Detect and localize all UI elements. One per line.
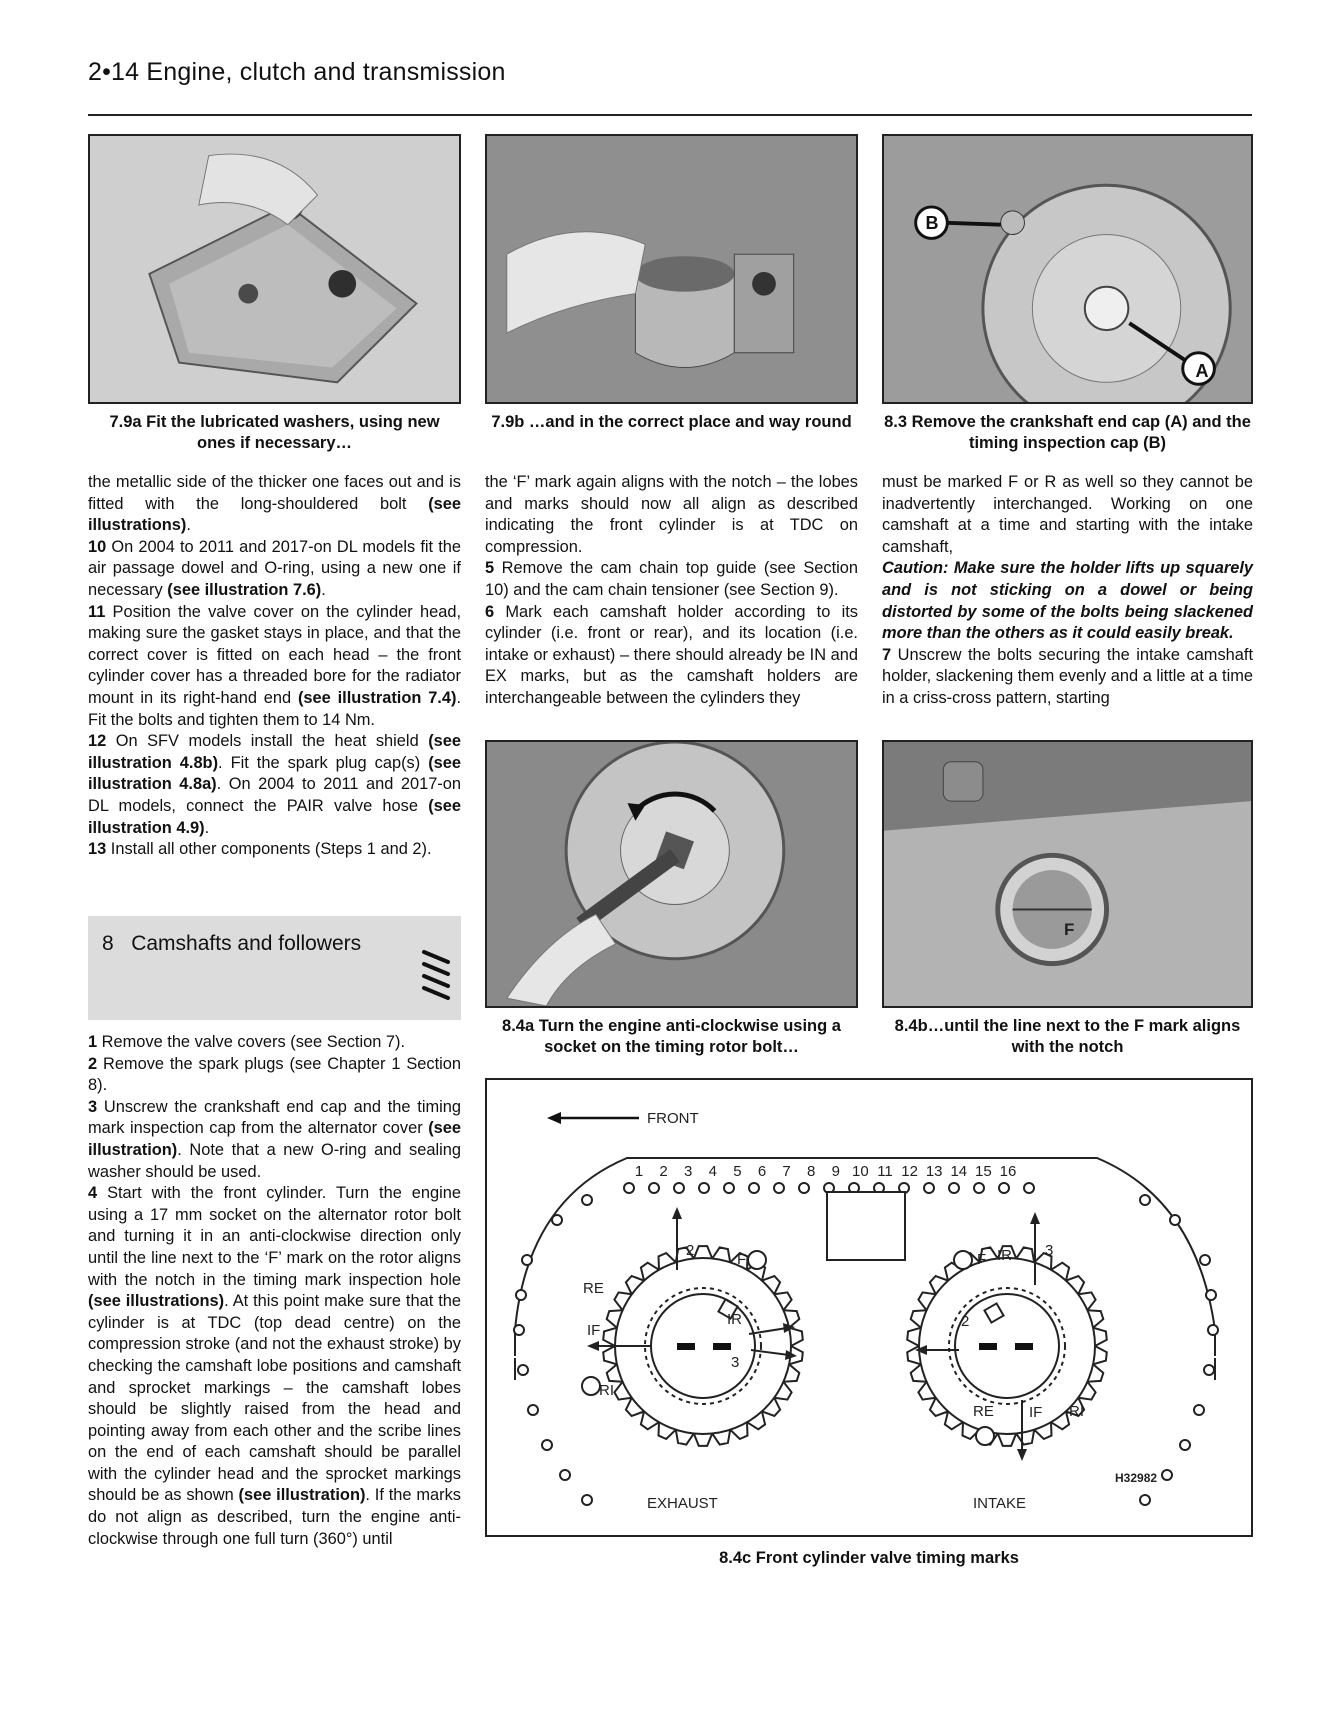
column-1-top: the metallic side of the thicker one faces out and is fitted with the long-shouldered bolt (see illustrations). 10 On 2004 to 2011 and 2017-on DL models fit the air passage dowel and O-ring, using a new one if necessary (see illustration 7.6). 11 Position the valve cover on the cylinder head, making sure the gasket stays in place, and that the correct cover is fitted on each head – the front cylinder cover has a threaded bore for the radiator mount in its right-hand end (see illustration 7.4). Fit the bolts and tighten them to 14 Nm. 12 On SFV models install the heat shield (see illustration 4.8b). Fit the spark plug cap(s) (see illustration 4.8a). On 2004 to 2011 and 2017-on DL models, connect the PAIR valve hose (see illustration 4.9). 13 Install all other components (Steps 1 and 2). — [88, 473, 462, 859]
chain-number: 2 — [659, 1163, 668, 1180]
chain-link — [1024, 1183, 1034, 1193]
wrench-difficulty-icon — [418, 944, 454, 1010]
caption-7-9b: 7.9b …and in the correct place and way round — [491, 413, 852, 431]
intake-camshaft-end — [955, 1294, 1059, 1398]
chain-link — [699, 1183, 709, 1193]
chain-number: 4 — [708, 1163, 717, 1180]
chain-number: 13 — [925, 1163, 943, 1180]
chain-link — [674, 1183, 684, 1193]
svg-text:2: 2 — [686, 1242, 695, 1259]
chain-link — [1170, 1215, 1180, 1225]
chain-link — [1140, 1495, 1150, 1505]
photo-8-4b — [882, 740, 1253, 1008]
svg-text:IF: IF — [1029, 1404, 1043, 1421]
chain-number: 9 — [831, 1163, 840, 1180]
chain-link — [1206, 1290, 1216, 1300]
svg-text:3: 3 — [1045, 1242, 1054, 1259]
section-title: 8 Camshafts and followers — [102, 932, 362, 955]
photo-7-9a — [88, 134, 461, 404]
chain-number: 3 — [684, 1163, 693, 1180]
ref-code: H32982 — [1115, 1471, 1158, 1485]
svg-text:F: F — [737, 1251, 747, 1268]
exhaust-label: EXHAUST — [647, 1495, 718, 1512]
chain-link — [1180, 1440, 1190, 1450]
label-f: F — [1064, 920, 1075, 939]
chain-link — [749, 1183, 759, 1193]
label-b: B — [925, 213, 939, 233]
chain-number: 7 — [782, 1163, 791, 1180]
caution-note: Caution: Make sure the holder lifts up squarely and is not sticking on a dowel or being distorted by some of the bolts being slackened more than the others as it could easily break. — [882, 559, 1253, 643]
chain-link — [949, 1183, 959, 1193]
intake-label: INTAKE — [973, 1495, 1027, 1512]
photo-8-3 — [882, 134, 1253, 404]
chain-link — [518, 1365, 528, 1375]
chain-number: 12 — [901, 1163, 918, 1180]
front-label: FRONT — [647, 1110, 699, 1127]
svg-text:IR: IR — [727, 1311, 742, 1328]
chain-link — [1200, 1255, 1210, 1265]
chain-link — [516, 1290, 526, 1300]
svg-text:2: 2 — [961, 1313, 970, 1330]
svg-text:RE: RE — [973, 1403, 994, 1420]
chain-link — [774, 1183, 784, 1193]
photo-8-4a — [485, 740, 858, 1008]
chain-number: 5 — [733, 1163, 742, 1180]
svg-text:RI: RI — [599, 1382, 614, 1399]
column-3: must be marked F or R as well so they cannot be inadvertently interchanged. Working on one camshaft at a time and starting with the intake camshaft, Caution: Make sure the holder lifts up squarely and is not sticking on a dowel or being distorted by some of the bolts being slackened more than the others as it could easily break. 7 Unscrew the bolts securing the intake camshaft holder, slackening them evenly and a little at a time in a criss-cross pattern, starting — [882, 473, 1253, 707]
chain-link — [552, 1215, 562, 1225]
chain-link — [528, 1405, 538, 1415]
caption-7-9a: 7.9a Fit the lubricated washers, using new ones if necessary… — [109, 413, 440, 452]
chain-number: 14 — [950, 1163, 968, 1180]
chain-link — [1140, 1195, 1150, 1205]
column-2: the ‘F’ mark again aligns with the notch – the lobes and marks should now all align as described indicating the front cylinder is at TDC on compression. 5 Remove the cam chain top guide (see Section 10) and the cam chain tensioner (see Section 9). 6 Mark each camshaft holder according to its cylinder (i.e. front or rear), and its location (i.e. intake or exhaust) – there should already be IN and EX marks, but as the camshaft holders are interchangeable between the cylinders they — [485, 473, 858, 707]
chain-link — [1204, 1365, 1214, 1375]
svg-text:RI: RI — [1069, 1403, 1084, 1420]
chain-link — [560, 1470, 570, 1480]
label-a: A — [1195, 361, 1209, 381]
chain-number: 8 — [807, 1163, 816, 1180]
chain-link — [1208, 1325, 1218, 1335]
chain-number: 11 — [877, 1163, 893, 1180]
section-heading-box — [88, 916, 461, 1020]
caption-8-4b: 8.4b…until the line next to the F mark aligns with the notch — [894, 1017, 1241, 1056]
chain-link — [582, 1195, 592, 1205]
page-header: 2•14 Engine, clutch and transmission — [88, 58, 506, 86]
chain-number: 15 — [975, 1163, 992, 1180]
chain-link — [624, 1183, 634, 1193]
chain-link — [1162, 1470, 1172, 1480]
valve-timing-drawing — [487, 1080, 1251, 1535]
chain-link — [924, 1183, 934, 1193]
column-1-bottom: 1 Remove the valve covers (see Section 7). 2 Remove the spark plugs (see Chapter 1 Section 8). 3 Unscrew the crankshaft end cap and the timing mark inspection cap from the alternator cover (see illustration). Note that a new O-ring and sealing washer should be used. 4 Start with the front cylinder. Turn the engine using a 17 mm socket on the alternator rotor bolt and turning it in an anti-clockwise direction only until the line next to the ‘F’ mark on the rotor aligns with the notch in the timing mark inspection hole (see illustrations). At this point make sure that the cylinder is at TDC (top dead centre) on the compression stroke (and not the exhaust stroke) by checking the camshaft lobe positions and camshaft and sprocket markings – the camshaft lobes should be slightly raised from the head and pointing away from each other and the scribe lines on the end of each camshaft should be parallel with the cylinder head and the sprocket markings should be as shown (see illustration). If the marks do not align as described, turn the engine anti-clockwise through one full turn (360°) until — [88, 1033, 461, 1548]
svg-text:3: 3 — [731, 1354, 740, 1371]
svg-text:IR: IR — [997, 1247, 1012, 1264]
chain-link — [522, 1255, 532, 1265]
chain-number: 6 — [757, 1163, 767, 1180]
chain-link — [799, 1183, 809, 1193]
svg-text:IF: IF — [587, 1322, 601, 1339]
chain-link — [542, 1440, 552, 1450]
caption-8-3: 8.3 Remove the crankshaft end cap (A) and the timing inspection cap (B) — [884, 413, 1251, 452]
front-arrow-head — [547, 1112, 561, 1124]
valve-timing-diagram — [485, 1078, 1253, 1537]
svg-text:RE: RE — [583, 1280, 604, 1297]
caption-8-4c: 8.4c Front cylinder valve timing marks — [719, 1549, 1019, 1567]
chain-link — [1194, 1405, 1204, 1415]
chain-guide-block — [827, 1192, 905, 1260]
header-rule — [88, 114, 1252, 116]
chain-number: 1 — [634, 1163, 644, 1180]
chain-link — [999, 1183, 1009, 1193]
chain-number: 16 — [999, 1163, 1017, 1180]
chain-link — [724, 1183, 734, 1193]
chain-number: 10 — [852, 1163, 869, 1180]
chain-numbers — [635, 1163, 1017, 1180]
chain-link — [582, 1495, 592, 1505]
chain-link — [649, 1183, 659, 1193]
svg-text:F: F — [977, 1251, 987, 1268]
chain-link — [514, 1325, 524, 1335]
chain-link — [974, 1183, 984, 1193]
photo-7-9b — [485, 134, 858, 404]
caption-8-4a: 8.4a Turn the engine anti-clockwise using a socket on the timing rotor bolt… — [502, 1017, 841, 1056]
exhaust-camshaft-end — [651, 1294, 755, 1398]
